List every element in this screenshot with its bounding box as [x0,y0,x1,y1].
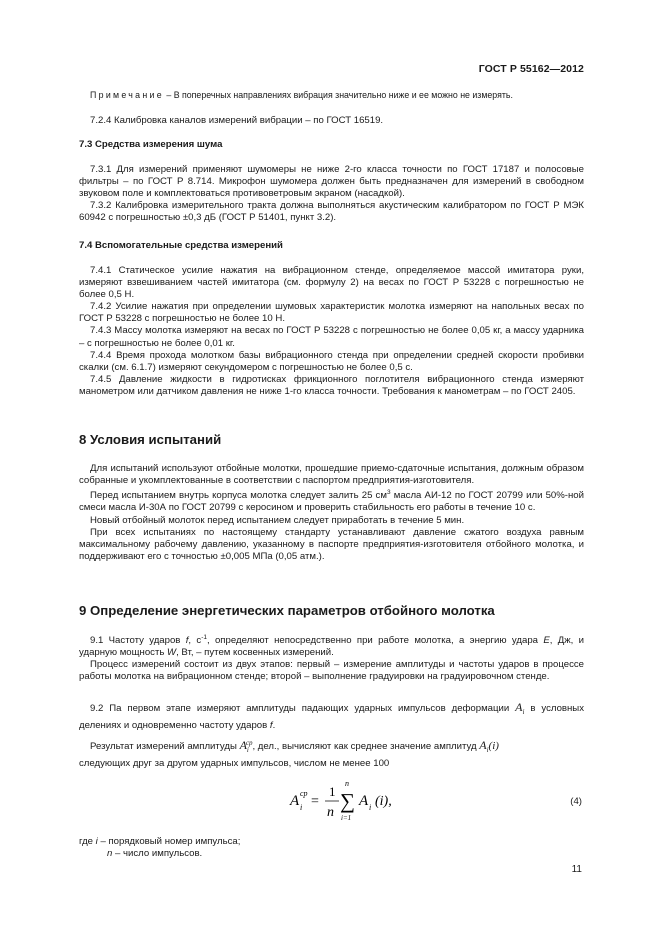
formula-number: (4) [570,796,582,807]
para-9-2 [79,700,584,733]
section-7-3-title: 7.3 Средства измерения шума [79,139,223,150]
text: , с [188,635,202,647]
formula-term-arg: (i), [375,794,392,809]
para-7-3-2: 7.3.2 Калибровка измерительного тракта должна выполняться акустическим калибратором по ГОСТ Р МЭК 60942 с погрешностью ±0,3 дБ (ГОСТ Р 51401, пункт 3.2). [79,200,584,224]
para-7-4-2: 7.4.2 Усилие нажатия при определении шумовых характеристик молотка измеряют на напольных весах по ГОСТ Р 53228 с погрешностью не более 10 Н. [79,301,584,325]
text: 9.1 Частоту ударов [90,635,186,647]
para-7-4-3: 7.4.3 Массу молотка измеряют на весах по ГОСТ Р 53228 с погрешностью не более 0,05 кг, а массу ударника – с погрешностью не более 0,01 кг. [79,325,584,349]
page-number: 11 [571,864,582,875]
text: Перед испытанием внутрь корпуса молотка следует залить 25 см [90,490,387,502]
formula-4 [0,776,661,826]
symbol-W: W [167,647,177,659]
section-9-body [79,632,584,684]
formula-equals: = [311,794,319,809]
sum-upper-limit: n [345,779,349,788]
para-7-4-1: 7.4.1 Статическое усилие нажатия на вибрационном стенде, определяемое массой имитатора руки, измеряют взвешиванием частей имитатора (см. формулу 2) на весах по ГОСТ Р 53228 с погрешностью не более 0,5 Н. [79,265,584,301]
superscript: ср [245,739,253,747]
para-9-1 [79,632,584,659]
para-8-1: Для испытаний используют отбойные молотки, прошедшие приемо-сдаточные испытания, должным образом собранные и укомплектованные в соответствии с паспортом предприятия-изготовителя. [79,463,584,487]
superscript: 3 [386,489,391,497]
where-line-2 [79,848,584,860]
text: – число импульсов. [112,848,203,860]
subscript: i [486,746,489,755]
text: где [79,836,96,847]
section-7-4-body [79,265,584,398]
para-9-2-result [79,736,584,771]
para-7-4-4: 7.4.4 Время прохода молотком базы вибрационного стенда при определении средней скорости пробивки скалки (см. 6.1.7) измеряют секундомером с погрешностью не более 0,5 с. [79,349,584,373]
para-8-4: При всех испытаниях по настоящему стандарту устанавливают давление сжатого воздуха равным максимальному рабочему давлению, указанному в паспорте предприятия-изготовителя отбойного молотка, и поддерживают его с точностью ±0,005 МПа (0,05 атм.). [79,526,584,562]
superscript: -1 [201,634,207,641]
symbol-f: f [269,719,273,731]
symbol-A: A [479,738,487,753]
subscript: i [246,746,249,755]
formula-where [79,836,584,860]
sum-lower-limit: i=1 [341,814,352,822]
text: . [272,719,276,731]
symbol-n: n [107,848,113,860]
sigma-symbol: ∑ [340,789,355,813]
para-7-3-1: 7.3.1 Для измерений применяют шумомеры не ниже 2-го класса точности по ГОСТ 17187 и полосовые фильтры – по ГОСТ Р 8.714. Микрофон шумомера должен быть предназначен для измерений в свободном звуковом поле и комплектоваться противоветровым экраном (насадкой). [79,164,584,200]
formula-denominator: n [327,805,334,820]
formula-numerator: 1 [329,784,336,799]
para-8-2 [79,487,584,514]
section-7-3-body [79,164,584,224]
symbol-A: A [239,738,247,753]
text: , определяют непосредственно при работе молотка, а энергию удара [206,635,544,647]
text: в условных делениях и одновременно частоту ударов [79,703,584,731]
text: , Вт, – путем косвенных измерений. [176,647,334,659]
section-8-title: 8 Условия испытаний [79,432,222,447]
text: – порядковый номер импульса; [97,836,241,847]
para-7-4-5: 7.4.5 Давление жидкости в гидротисках фрикционного поглотителя вибрационного стенда измеряют манометром или датчиком давления не ниже 1-го класса точности. Требования к манометрам – по ГОСТ 2405. [79,373,584,397]
section-7-4-title: 7.4 Вспомогательные средства измерений [79,240,283,251]
text: масла АИ-12 по ГОСТ 20799 или 50%-ной смеси масла И-30А по ГОСТ 20799 с керосином и проверить стабильность его работы в течение 10 с. [79,490,584,514]
text: , дел., вычисляют как среднее значение амплитуд [252,741,480,753]
text: , Дж, и ударную мощность [79,635,584,659]
formula-lhs-sub: i [300,803,303,812]
note-text: – В поперечных направлениях вибрация значительно ниже и ее можно не измерять. [163,90,513,100]
symbol-i: i [95,836,98,847]
section-8-body [79,463,584,563]
symbol-f: f [185,635,189,647]
formula-term: A [359,793,369,809]
para-7-2-4 [79,115,584,127]
formula-term-sub: i [369,803,372,812]
subscript: i [522,707,525,716]
formula-lhs-sup: cp [300,789,308,798]
text: 9.2 Па первом этапе измеряют амплитуды падающих ударных импульсов деформации [90,703,516,714]
section-9-title: 9 Определение энергетических параметров отбойного молотка [79,603,495,618]
symbol-A: A [515,700,523,714]
symbol-E: E [543,635,550,647]
para-8-3: Новый отбойный молоток перед испытанием следует приработать в течение 5 мин. [90,514,465,526]
note [79,89,584,101]
text: Результат измерений амплитуды [90,741,240,753]
where-line-1 [79,836,584,848]
para-9-2-result-cont: следующих друг за другом ударных импульсов, числом не менее 100 [79,758,390,770]
para-9-1-2: Процесс измерений состоит из двух этапов: первый – измерение амплитуды и частоты ударов в процессе работы молотка на вибрационном стенде; второй – выполнение градуировки на градуировочном стенде. [79,659,584,683]
standard-header: ГОСТ Р 55162—2012 [478,63,584,75]
note-label: Примечание [90,90,164,100]
formula-lhs: A [290,793,300,809]
argument: (i) [488,740,499,753]
para-text: 7.2.4 Калибровка каналов измерений вибрации – по ГОСТ 16519. [90,115,384,126]
